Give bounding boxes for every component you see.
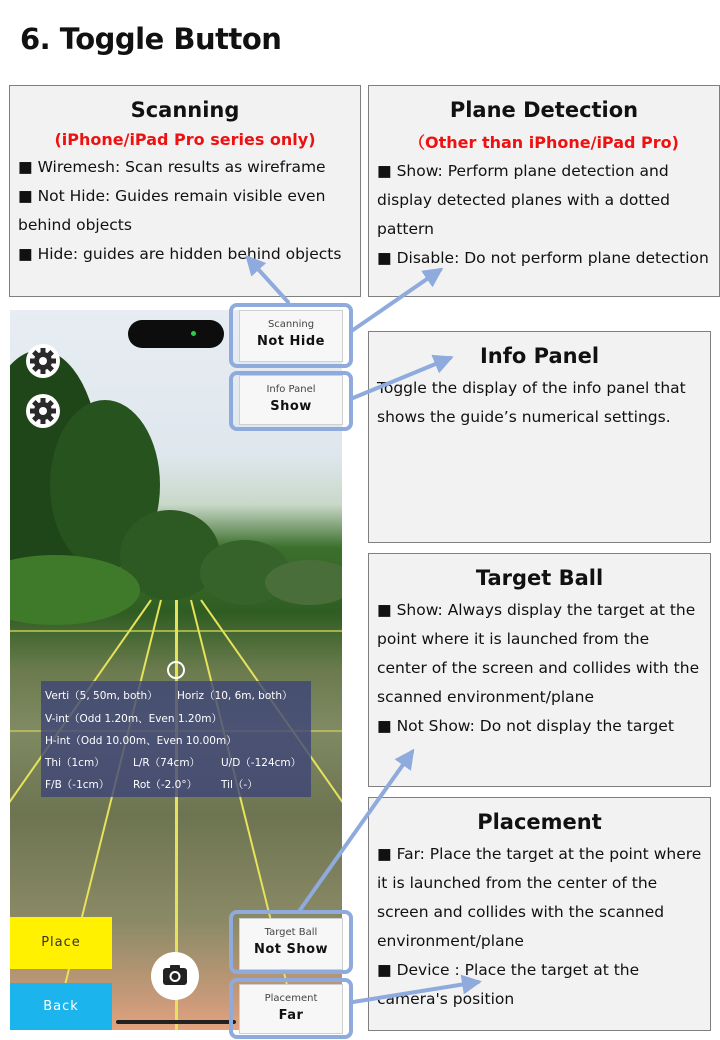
info-vint: V-int（Odd 1.20m、Even 1.20m）	[45, 713, 222, 725]
scanning-toggle-highlight	[229, 303, 353, 368]
gear-icon[interactable]	[26, 344, 60, 378]
info-lr: L/R（74cm）	[133, 757, 201, 769]
camera-icon	[151, 952, 199, 1000]
page-title: 6. Toggle Button	[20, 22, 282, 56]
info-horiz: Horiz（10, 6m, both）	[177, 690, 293, 702]
placement-toggle-value: Far	[278, 1008, 304, 1023]
scanning-title: Scanning	[130, 98, 240, 122]
scanning-item: ■ Wiremesh: Scan results as wireframe	[18, 158, 326, 176]
info-hint: H-int（Odd 10.00m、Even 10.00m）	[45, 735, 237, 747]
back-button[interactable]: Back	[10, 983, 112, 1030]
info-panel-title: Info Panel	[479, 344, 600, 368]
placement-description-box	[368, 797, 711, 1031]
target-ball-item: ■ Not Show: Do not display the target	[377, 717, 674, 735]
dynamic-island	[128, 320, 224, 348]
placement-title: Placement	[477, 810, 602, 834]
place-button[interactable]: Place	[10, 917, 112, 969]
scanning-toggle-label: Scanning	[267, 319, 315, 330]
placement-toggle-highlight	[229, 978, 353, 1039]
placement-toggle-label: Placement	[264, 993, 318, 1004]
gear-icon[interactable]	[26, 394, 60, 428]
info-panel-description-box	[368, 331, 711, 543]
target-ball-title: Target Ball	[475, 566, 604, 590]
plane-detection-item: ■ Disable: Do not perform plane detection	[377, 249, 709, 267]
info-panel-toggle-highlight	[229, 371, 353, 431]
scanning-item: ■ Not Hide: Guides remain visible even behind objects	[18, 187, 326, 234]
target-ball-item: ■ Show: Always display the target at the point where it is launched from the center of the screen and collides with the scanned environment/plane	[377, 601, 700, 706]
plane-detection-title: Plane Detection	[449, 98, 639, 122]
info-rot: Rot（-2.0°）	[133, 779, 198, 791]
plane-detection-description-box	[368, 85, 720, 297]
target-ball-description-box	[368, 553, 711, 787]
gear-icon	[26, 344, 60, 378]
scanning-item: ■ Hide: guides are hidden behind objects	[18, 245, 342, 263]
info-til: Til（-）	[221, 779, 258, 791]
target-reticle	[167, 661, 185, 679]
info-overlay-panel	[41, 681, 311, 797]
camera-indicator-dot	[191, 331, 196, 336]
plane-detection-subtitle: （Other than iPhone/iPad Pro)	[409, 133, 679, 152]
info-thi: Thi（1cm）	[45, 757, 105, 769]
home-indicator	[116, 1020, 236, 1024]
plane-detection-item: ■ Show: Perform plane detection and display detected planes with a dotted pattern	[377, 162, 670, 238]
guide-line	[10, 630, 342, 632]
target-ball-toggle-label: Target Ball	[264, 927, 318, 938]
scanning-description-box	[9, 85, 361, 297]
scanning-subtitle: (iPhone/iPad Pro series only)	[54, 130, 316, 149]
placement-item: ■ Device : Place the target at the camera's position	[377, 961, 640, 1008]
scanning-toggle-value: Not Hide	[256, 334, 325, 349]
target-ball-toggle-highlight	[229, 910, 353, 974]
info-ud: U/D（-124cm）	[221, 757, 302, 769]
tree-shape	[265, 560, 342, 605]
info-panel-toggle-value: Show	[270, 399, 312, 414]
placement-item: ■ Far: Place the target at the point where it is launched from the center of the screen and collides with the scanned environment/plane	[377, 845, 702, 950]
info-fb: F/B（-1cm）	[45, 779, 110, 791]
target-ball-toggle-value: Not Show	[253, 942, 329, 957]
camera-button[interactable]	[151, 952, 199, 1000]
info-panel-text: Toggle the display of the info panel that shows the guide’s numerical settings.	[377, 379, 686, 426]
info-panel-toggle-label: Info Panel	[266, 384, 316, 395]
gear-icon	[26, 394, 60, 428]
info-verti: Verti（5, 50m, both）	[45, 690, 158, 702]
